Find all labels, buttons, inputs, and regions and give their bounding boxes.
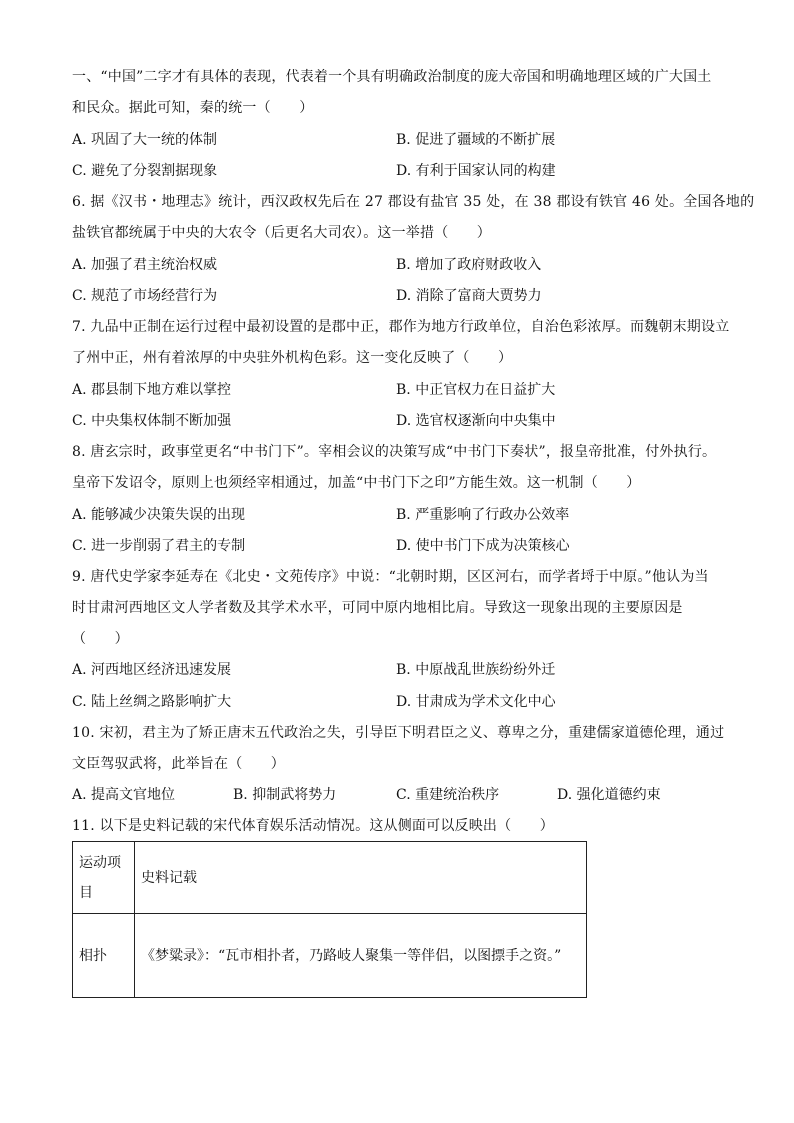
q8-option-b[interactable]: B. 严重影响了行政办公效率 [396,507,570,523]
row-activity-cell: 相扑 [73,914,135,998]
q6-option-a[interactable]: A. 加强了君主统治权威 [72,257,218,273]
q6-option-d[interactable]: D. 消除了富商大贾势力 [396,288,542,304]
q5-stem-line-1: 一、“中国”二字才有具体的表现，代表着一个具有明确政治制度的庞大帝国和明确地理区域的广大国土 [72,69,712,85]
q5-option-a[interactable]: A. 巩固了大一统的体制 [72,132,218,148]
q9-option-d[interactable]: D. 甘肃成为学术文化中心 [396,694,556,710]
q10-stem-line-2: 文臣驾驭武将，此举旨在（ ） [72,756,285,772]
q9-option-b[interactable]: B. 中原战乱世族纷纷外迁 [396,662,556,678]
q8-option-c[interactable]: C. 进一步削弱了君主的专制 [72,538,246,554]
q6-stem-line-2: 盐铁官都统属于中央的大农令（后更名大司农）。这一举措（ ） [72,225,491,241]
q6-option-c[interactable]: C. 规范了市场经营行为 [72,288,218,304]
row-record-text: 《梦粱录》：“瓦市相扑者，乃路岐人聚集一等伴侣，以图摽手之资。” [141,947,562,964]
q7-option-b[interactable]: B. 中正官权力在日益扩大 [396,382,556,398]
q5-stem-line-2: 和民众。据此可知，秦的统一（ ） [72,100,314,116]
header-cell-activity [73,842,135,914]
header-activity-text: 运动项目 [79,854,121,901]
row-record-cell [135,914,587,998]
q9-option-a[interactable]: A. 河西地区经济迅速发展 [72,662,232,678]
q9-stem-line-3: （ ） [72,631,129,647]
q10-option-c[interactable]: C. 重建统治秩序 [396,787,500,803]
q10-stem-line-1: 10. 宋初，君主为了矫正唐末五代政治之失，引导臣下明君臣之义、尊卑之分，重建儒家道德伦理，通过 [72,725,725,741]
q9-option-c[interactable]: C. 陆上丝绸之路影响扩大 [72,694,232,710]
q8-option-a[interactable]: A. 能够减少决策失误的出现 [72,507,246,523]
q7-option-c[interactable]: C. 中央集权体制不断加强 [72,413,232,429]
q7-stem-line-2: 了州中正，州有着浓厚的中央驻外机构色彩。这一变化反映了（ ） [72,350,513,366]
header-cell-record: 史料记载 [135,842,587,914]
q5-option-b[interactable]: B. 促进了疆域的不断扩展 [396,132,556,148]
table-row [73,914,587,998]
table-header-row [73,842,587,914]
q6-option-b[interactable]: B. 增加了政府财政收入 [396,257,542,273]
q8-stem-line-2: 皇帝下发诏令，原则上也须经宰相通过，加盖“中书门下之印”方能生效。这一机制（ ） [72,475,641,491]
q7-option-a[interactable]: A. 郡县制下地方难以掌控 [72,382,232,398]
q10-option-b[interactable]: B. 抑制武将势力 [233,787,337,803]
q5-option-d[interactable]: D. 有利于国家认同的构建 [396,163,556,179]
q11-sources-table [72,841,587,998]
q11-stem: 11. 以下是史料记载的宋代体育娱乐活动情况。这从侧面可以反映出（ ） [72,818,554,834]
q10-option-d[interactable]: D. 强化道德约束 [557,787,661,803]
q8-option-d[interactable]: D. 使中书门下成为决策核心 [396,538,570,554]
q7-option-d[interactable]: D. 选官权逐渐向中央集中 [396,413,556,429]
q5-option-c[interactable]: C. 避免了分裂割据现象 [72,163,218,179]
q6-stem-line-1: 6. 据《汉书・地理志》统计，西汉政权先后在 27 郡设有盐官 35 处，在 38 郡设有铁官 46 处。全国各地的 [72,194,755,210]
q8-stem-line-1: 8. 唐玄宗时，政事堂更名“中书门下”。宰相会议的决策写成“中书门下奏状”，报皇帝批准，付外执行。 [72,444,717,460]
q9-stem-line-1: 9. 唐代史学家李延寿在《北史・文苑传序》中说：“北朝时期，区区河右，而学者埒于中原。”他认为当 [72,569,709,585]
q7-stem-line-1: 7. 九品中正制在运行过程中最初设置的是郡中正，郡作为地方行政单位，自治色彩浓厚。而魏朝末期设立 [72,319,730,335]
q10-option-a[interactable]: A. 提高文官地位 [72,787,176,803]
q9-stem-line-2: 时甘肃河西地区文人学者数及其学术水平，可同中原内地相比肩。导致这一现象出现的主要原因是 [72,600,683,616]
